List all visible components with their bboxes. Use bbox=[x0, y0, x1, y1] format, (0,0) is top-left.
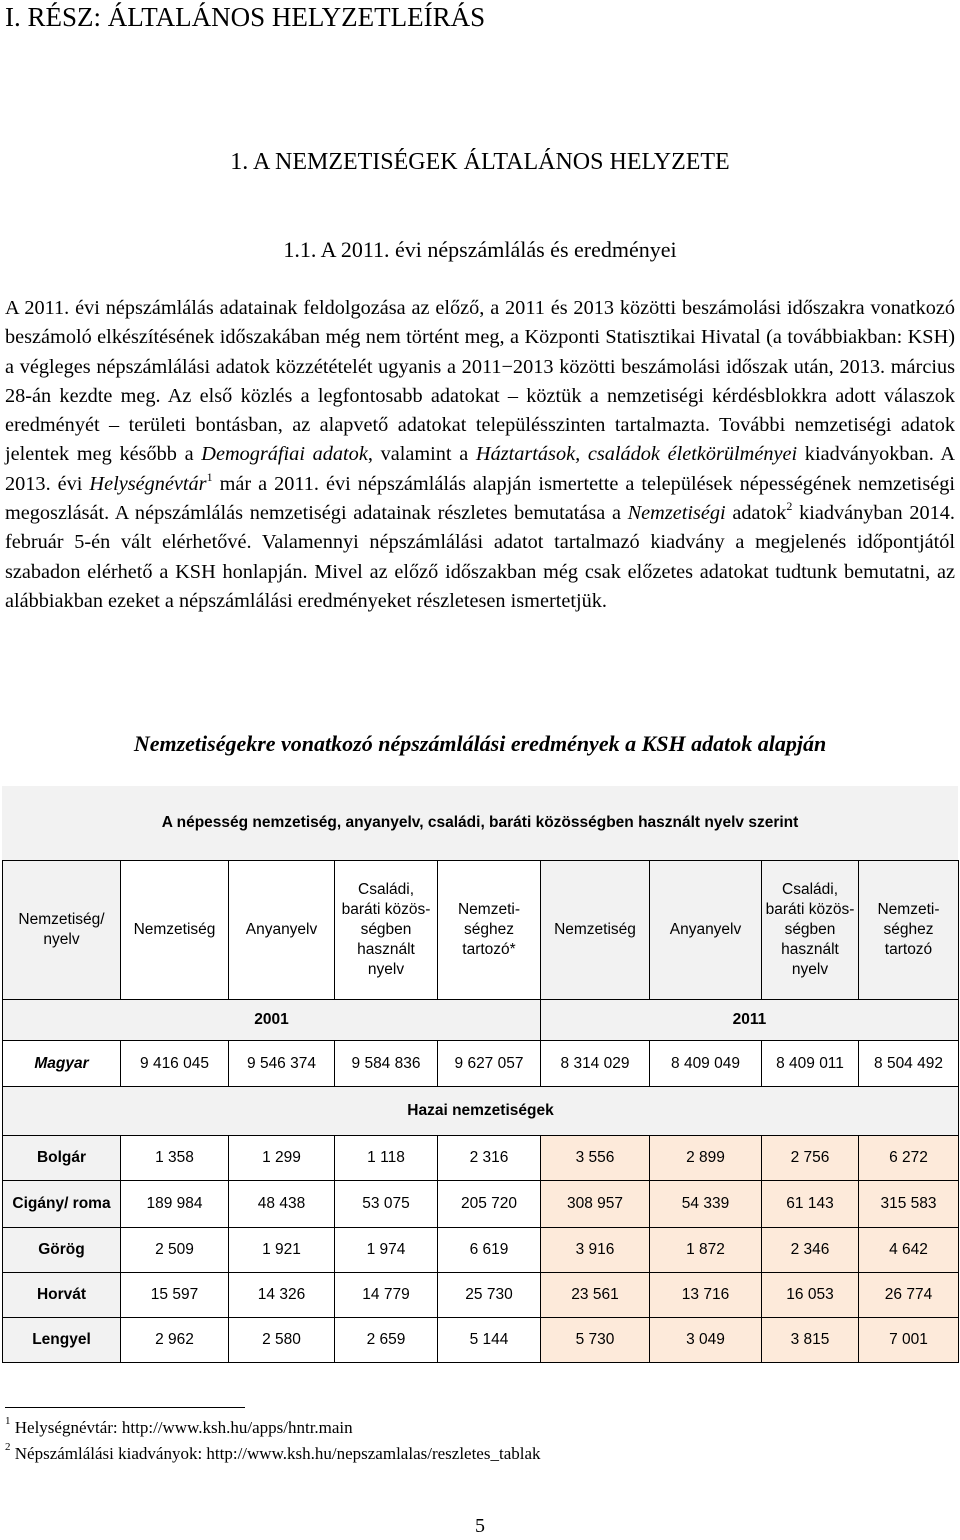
part-title: I. RÉSZ: ÁLTALÁNOS HELYZETLEÍRÁS bbox=[5, 2, 486, 32]
year-2001-header: 2001 bbox=[3, 1000, 541, 1041]
table-cell: 6 619 bbox=[438, 1228, 541, 1273]
table-cell: 61 143 bbox=[762, 1181, 859, 1228]
publication-title: Helységnévtár bbox=[89, 472, 207, 495]
table-cell: 23 561 bbox=[541, 1273, 650, 1318]
table-cell: 25 730 bbox=[438, 1273, 541, 1318]
column-header: Nemzetiség bbox=[121, 861, 229, 1000]
table-cell: 7 001 bbox=[859, 1318, 959, 1363]
table-cell: 14 779 bbox=[335, 1273, 438, 1318]
row-label: Magyar bbox=[3, 1041, 121, 1087]
table-cell: 3 916 bbox=[541, 1228, 650, 1273]
table-cell: 2 580 bbox=[229, 1318, 335, 1363]
table-cell: 14 326 bbox=[229, 1273, 335, 1318]
footnote-ref[interactable]: 2 bbox=[786, 499, 793, 514]
census-table bbox=[2, 860, 959, 1363]
table-cell: 4 642 bbox=[859, 1228, 959, 1273]
footnote-number: 2 bbox=[5, 1441, 11, 1454]
table-row bbox=[3, 1136, 959, 1181]
table-cell: 2 509 bbox=[121, 1228, 229, 1273]
chapter-title: 1. A NEMZETISÉGEK ÁLTALÁNOS HELYZETE bbox=[230, 149, 730, 175]
table-cell: 2 899 bbox=[650, 1136, 762, 1181]
table-section-heading: Nemzetiségekre vonatkozó népszámlálási eredmények a KSH adatok alapján bbox=[133, 731, 827, 756]
table-cell: 1 974 bbox=[335, 1228, 438, 1273]
table-cell: 9 416 045 bbox=[121, 1041, 229, 1087]
table-cell: 2 962 bbox=[121, 1318, 229, 1363]
page-number: 5 bbox=[475, 1515, 485, 1537]
column-header: Nemzeti-séghez tartozó bbox=[859, 861, 959, 1000]
body-text-part: A 2011. évi népszámlálás adatainak feldolgozása az előző, a 2011 és 2013 közötti beszámolási időszakra vonatkozó beszámoló elkészítésének időszakában még nem történt meg, a Központi Statisztikai Hivatal (a továbbiakban: KSH) a végleges népszámlálási adatok közzétételét ugyanis a 2011−2013 közötti beszámolási időszak után, 2013. március 28-án kezdte meg. Az első közlés a legfontosabb adatokat – köztük a nemzetiségi kérdésblokkra adott válaszok eredményét – területi bontásban, az alapvető adatokat településszinten tartalmazta. További nemzetiségi adatok jelentek meg később a bbox=[5, 297, 955, 466]
table-cell: 1 872 bbox=[650, 1228, 762, 1273]
census-table-container bbox=[2, 786, 958, 1363]
table-row bbox=[3, 1181, 959, 1228]
table-cell: 48 438 bbox=[229, 1181, 335, 1228]
table-cell: 9 627 057 bbox=[438, 1041, 541, 1087]
body-text-part: kiadványokban. A 2013. évi bbox=[5, 443, 955, 495]
table-row bbox=[3, 1228, 959, 1273]
table-cell: 205 720 bbox=[438, 1181, 541, 1228]
footnote bbox=[5, 1415, 353, 1438]
table-cell: 315 583 bbox=[859, 1181, 959, 1228]
footnote bbox=[5, 1441, 541, 1464]
column-header: Családi, baráti közös-ségben használt nyelv bbox=[762, 861, 859, 1000]
column-header: Anyanyelv bbox=[229, 861, 335, 1000]
body-text-part: , valamint a bbox=[367, 443, 476, 466]
table-cell: 3 556 bbox=[541, 1136, 650, 1181]
table-cell: 9 546 374 bbox=[229, 1041, 335, 1087]
table-row bbox=[3, 1318, 959, 1363]
row-label: Görög bbox=[3, 1228, 121, 1273]
footnote-ref[interactable]: 1 bbox=[206, 470, 213, 485]
table-cell: 16 053 bbox=[762, 1273, 859, 1318]
table-cell: 189 984 bbox=[121, 1181, 229, 1228]
table-cell: 5 730 bbox=[541, 1318, 650, 1363]
publication-title: Háztartások, családok életkörülményei bbox=[475, 443, 798, 466]
table-cell: 6 272 bbox=[859, 1136, 959, 1181]
table-cell: 1 299 bbox=[229, 1136, 335, 1181]
table-cell: 8 314 029 bbox=[541, 1041, 650, 1087]
row-label: Horvát bbox=[3, 1273, 121, 1318]
footnote-text: Helységnévtár: http://www.ksh.hu/apps/hntr.main bbox=[14, 1418, 353, 1437]
publication-title: Nemzetiségi bbox=[627, 502, 726, 525]
table-cell: 2 316 bbox=[438, 1136, 541, 1181]
table-row bbox=[3, 1273, 959, 1318]
row-label: Lengyel bbox=[3, 1318, 121, 1363]
body-text-part: adatok bbox=[725, 502, 787, 525]
table-header-row bbox=[3, 861, 959, 1000]
year-row bbox=[3, 1000, 959, 1041]
table-cell: 15 597 bbox=[121, 1273, 229, 1318]
column-header: Nemzetiség/ nyelv bbox=[3, 861, 121, 1000]
body-paragraph bbox=[5, 294, 955, 616]
footnote-text: Népszámlálási kiadványok: http://www.ksh.hu/nepszamlalas/reszletes_tablak bbox=[14, 1444, 541, 1463]
table-cell: 2 659 bbox=[335, 1318, 438, 1363]
body-text-part: már a 2011. évi népszámlálás alapján ismertette a települések népességének nemzetiségi megoszlását. A népszámlálás nemzetiségi adatainak részletes bemutatása a bbox=[5, 472, 955, 525]
footnote-number: 1 bbox=[5, 1415, 11, 1428]
table-cell: 8 504 492 bbox=[859, 1041, 959, 1087]
table-cell: 2 346 bbox=[762, 1228, 859, 1273]
table-cell: 1 921 bbox=[229, 1228, 335, 1273]
table-cell: 1 358 bbox=[121, 1136, 229, 1181]
column-header: Nemzeti-séghez tartozó* bbox=[438, 861, 541, 1000]
section-row bbox=[3, 1087, 959, 1136]
year-2011-header: 2011 bbox=[541, 1000, 959, 1041]
table-cell: 1 118 bbox=[335, 1136, 438, 1181]
column-header: Nemzetiség bbox=[541, 861, 650, 1000]
table-cell: 13 716 bbox=[650, 1273, 762, 1318]
section-title: 1.1. A 2011. évi népszámlálás és eredményei bbox=[283, 237, 677, 262]
table-cell: 5 144 bbox=[438, 1318, 541, 1363]
table-cell: 26 774 bbox=[859, 1273, 959, 1318]
column-header: Családi, baráti közös-ségben használt nyelv bbox=[335, 861, 438, 1000]
footnote-divider bbox=[5, 1407, 245, 1408]
table-cell: 8 409 011 bbox=[762, 1041, 859, 1087]
table-title: A népesség nemzetiség, anyanyelv, családi, baráti közösségben használt nyelv szerint bbox=[2, 786, 958, 860]
section-label: Hazai nemzetiségek bbox=[3, 1087, 959, 1136]
row-label: Bolgár bbox=[3, 1136, 121, 1181]
table-row-magyar bbox=[3, 1041, 959, 1087]
table-cell: 9 584 836 bbox=[335, 1041, 438, 1087]
table-cell: 308 957 bbox=[541, 1181, 650, 1228]
publication-title: Demográfiai adatok bbox=[201, 443, 368, 466]
row-label: Cigány/ roma bbox=[3, 1181, 121, 1228]
table-cell: 53 075 bbox=[335, 1181, 438, 1228]
table-cell: 3 815 bbox=[762, 1318, 859, 1363]
table-cell: 8 409 049 bbox=[650, 1041, 762, 1087]
column-header: Anyanyelv bbox=[650, 861, 762, 1000]
table-cell: 2 756 bbox=[762, 1136, 859, 1181]
body-text-part: kiadványban 2014. február 5-én vált elérhetővé. Valamennyi népszámlálási adatot tartalmazó kiadvány a megjelenés időpontjától szabadon elérhető a KSH honlapján. Mivel az előző időszakban még csak előzetes adatokat tudtunk bemutatni, az alábbiakban ezeket a népszámlálási eredményeket részletesen ismertetjük. bbox=[5, 502, 955, 612]
table-cell: 54 339 bbox=[650, 1181, 762, 1228]
table-cell: 3 049 bbox=[650, 1318, 762, 1363]
